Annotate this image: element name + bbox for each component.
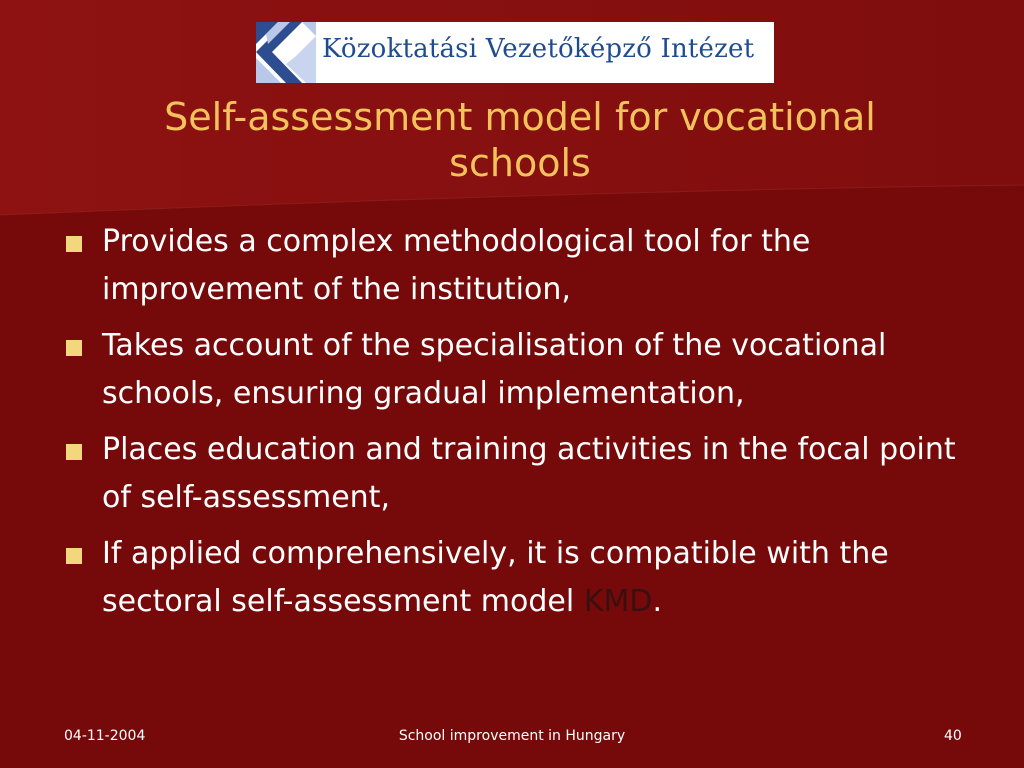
logo-text: Közoktatási Vezetőképző Intézet [322, 34, 755, 64]
square-bullet-icon [66, 340, 82, 356]
footer-date: 04-11-2004 [64, 728, 146, 744]
bullet-list [66, 218, 966, 634]
bullet-text-end: . [652, 584, 662, 619]
bullet-item [66, 218, 966, 314]
page-number: 40 [944, 728, 962, 744]
bullet-item [66, 426, 966, 522]
square-bullet-icon [66, 444, 82, 460]
kmd-highlight: KMD [583, 584, 653, 619]
bullet-text: Provides a complex methodological tool for the improvement of the institution, [102, 224, 811, 307]
footer-title: School improvement in Hungary [398, 728, 626, 744]
square-bullet-icon [66, 548, 82, 564]
slide-title: Self-assessment model for vocational schools [164, 95, 876, 185]
institution-logo [256, 22, 774, 83]
bullet-text: If applied comprehensively, it is compatible with the sectoral self-assessment model [102, 536, 889, 619]
bullet-item [66, 322, 966, 418]
bullet-text: Places education and training activities in the focal point of self-assessment, [102, 432, 956, 515]
bullet-text: Takes account of the specialisation of the vocational schools, ensuring gradual implementation, [102, 328, 887, 411]
bullet-item [66, 530, 966, 626]
square-bullet-icon [66, 236, 82, 252]
logo-mark-icon [256, 22, 316, 83]
